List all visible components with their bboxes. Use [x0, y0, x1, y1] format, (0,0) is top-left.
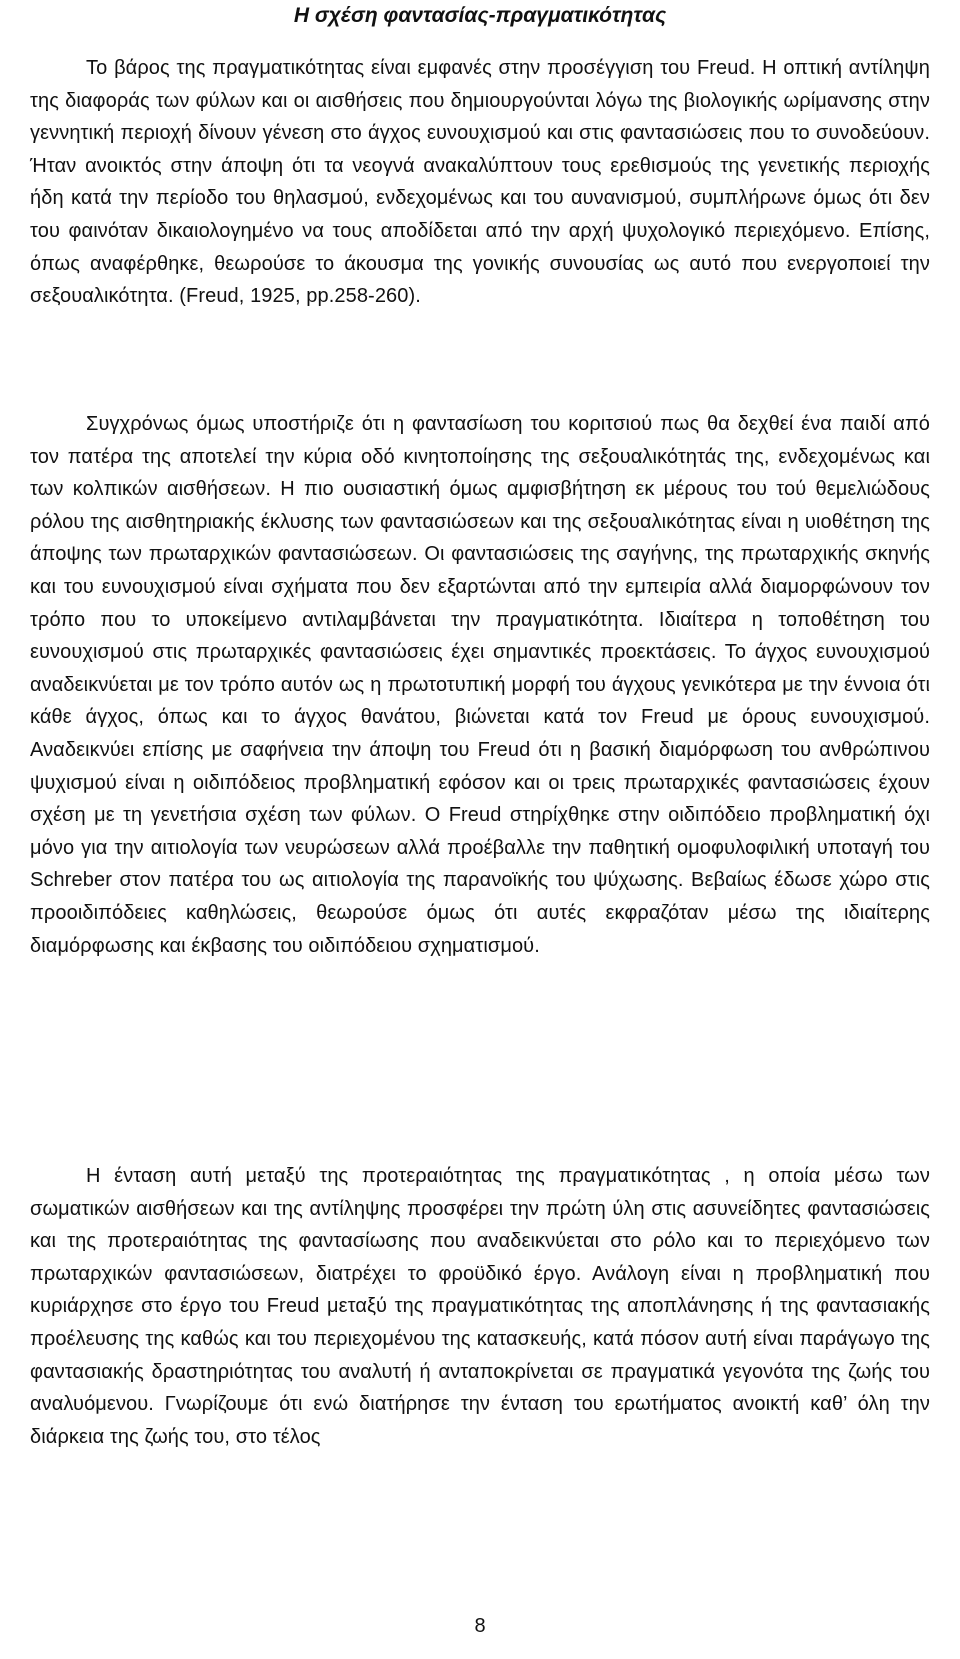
- document-title: Η σχέση φαντασίας-πραγματικότητας: [293, 4, 667, 27]
- body-paragraph-1: Το βάρος της πραγματικότητας είναι εμφανές στην προσέγγιση του Freud. Η οπτική αντίληψη της διαφοράς των φύλων και οι αισθήσεις που δημιουργούνται λόγω της βιολογικής ωρίμανσης στην γεννητική περιοχή δίνουν γένεση στο άγχος ευνουχισμού και στις φαντασιώσεις που το συνοδεύουν. Ήταν ανοικτός στην άποψη ότι τα νεογνά ανακαλύπτουν τους ερεθισμούς της γενετικής περιοχής ήδη κατά την περίοδο του θηλασμού, ενδεχομένως και του αυνανισμού, συμπλήρωνε όμως ότι δεν του φαινόταν δικαιολογημένο να τους αποδίδεται από την αρχή ψυχολογικό περιεχόμενο. Επίσης, όπως αναφέρθηκε, θεωρούσε το άκουσμα της γονικής συνουσίας ως αυτό που ενεργοποιεί την σεξουαλικότητα. (Freud, 1925, pp.258-260).: [30, 57, 930, 308]
- body-paragraph-3: Η ένταση αυτή μεταξύ της προτεραιότητας της πραγματικότητας , η οποία μέσω των σωματικών αισθήσεων και της αντίληψης προσφέρει την πρώτη ύλη στις ασυνείδητες φαντασιώσεις και της προτεραιότητας της φαντασίωσης που αναδεικνύεται στο ρόλο και το περιεχόμενο των πρωταρχικών φαντασιώσεων, διατρέχει το φροϋδικό έργο. Ανάλογη είναι η προβληματική που κυριάρχησε στο έργο του Freud μεταξύ της πραγματικότητας της αποπλάνησης ή της φαντασιακής προέλευσης της καθώς και του περιεχομένου της κατασκευής, κατά πόσον αυτή είναι παράγωγο της φαντασιακής δραστηριότητας του αναλυτή ή ανταποκρίνεται σε πραγματικά γεγονότα της ζωής του αναλυόμενου. Γνωρίζουμε ότι ενώ διατήρησε την ένταση του ερωτήματος ανοικτή καθ’ όλη την διάρκεια της ζωής του, στο τέλος: [30, 1165, 930, 1448]
- page-number: 8: [474, 1615, 486, 1637]
- body-paragraph-2: Συγχρόνως όμως υποστήριζε ότι η φαντασίωση του κοριτσιού πως θα δεχθεί ένα παιδί από τον πατέρα της αποτελεί την κύρια οδό κινητοποίησης της σεξουαλικότητάς της, ενδεχομένως και των κολπικών αισθήσεων. Η πιο ουσιαστική όμως αμφισβήτηση εκ μέρους του τού θεμελιώδους ρόλου της αισθητηριακής έκλυσης των φαντασιώσεων και της σεξουαλικότητας είναι η υιοθέτηση της άποψης των πρωταρχικών φαντασιώσεων. Οι φαντασιώσεις της σαγήνης, της πρωταρχικής σκηνής και του ευνουχισμού είναι σχήματα που δεν εξαρτώνται από την εμπειρία αλλά διαμορφώνουν τον τρόπο που το υποκείμενο αντιλαμβάνεται την πραγματικότητα. Ιδιαίτερα η τοποθέτηση του ευνουχισμού στις πρωταρχικές φαντασιώσεις έχει σημαντικές προεκτάσεις. Το άγχος ευνουχισμού αναδεικνύεται με τον τρόπο αυτόν ως η πρωτοτυπική μορφή του άγχους γενικότερα με την έννοια ότι κάθε άγχος, όπως και το άγχος θανάτου, βιώνεται κατά τον Freud με όρους ευνουχισμού. Αναδεικνύει επίσης με σαφήνεια την άποψη του Freud ότι η βασική διαμόρφωση του ανθρώπινου ψυχισμού είναι η οιδιπόδειος προβληματική εφόσον και οι τρεις πρωταρχικές φαντασιώσεις έχουν σχέση με τη γενετήσια σχέση των φύλων. Ο Freud στηρίχθηκε στην οιδιπόδειο προβληματική όχι μόνο για την αιτιολογία των νευρώσεων αλλά προέβαλλε την παθητική ομοφυλοφιλική υποταγή του Schreber στον πατέρα του ως αιτιολογία της παρανοϊκής του ψύχωσης. Βεβαίως έδωσε χώρο στις προοιδιπόδειες καθηλώσεις, θεωρούσε όμως ότι αυτές εκφραζόταν μέσω της ιδιαίτερης διαμόρφωσης και έκβασης του οιδιπόδειου σχηματισμού.: [30, 413, 930, 957]
